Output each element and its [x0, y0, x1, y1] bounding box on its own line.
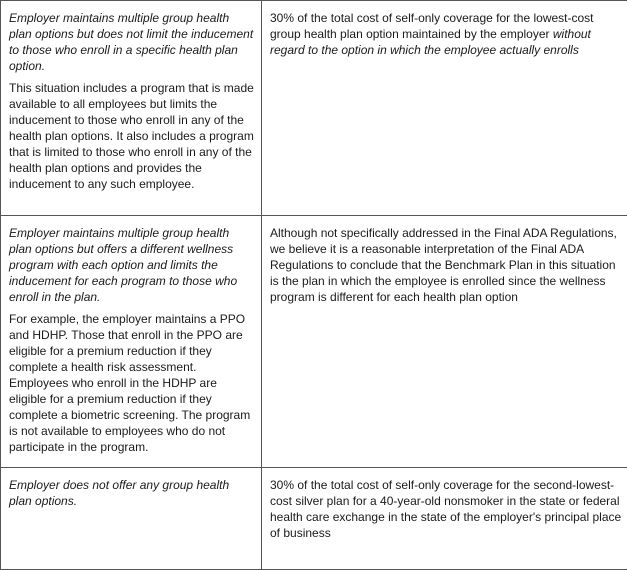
scenario-condition: Employer maintains multiple group health plan options but offers a different wellness program with each option and limits the inducement for each program to those who enroll in the plan. [9, 225, 255, 305]
benchmark-plain-text: 30% of the total cost of self-only coverage for the lowest-cost group health plan option maintained by the employer [270, 11, 594, 41]
benchmark-text: 30% of the total cost of self-only coverage for the second-lowest-cost silver plan for a 40-year-old nonsmoker in the state or federal health care exchange in the state of the employer's principal place of business [270, 477, 627, 541]
scenario-cell [1, 468, 262, 570]
table-row [1, 1, 627, 216]
benchmark-cell [262, 216, 627, 468]
scenario-condition: Employer maintains multiple group health plan options but does not limit the inducement to those who enroll in a specific health plan option. [9, 10, 255, 74]
benchmark-italic-text: without regard to the option in which the employee actually enrolls [270, 27, 591, 57]
scenario-condition: Employer does not offer any group health plan options. [9, 477, 255, 509]
benchmark-text: Although not specifically addressed in the Final ADA Regulations, we believe it is a reasonable interpretation of the Final ADA Regulations to conclude that the Benchmark Plan in this situation is the plan in which the employee is enrolled since the wellness program is different for each health plan option [270, 225, 627, 305]
scenario-cell [1, 1, 262, 216]
scenario-cell [1, 216, 262, 468]
scenario-detail: For example, the employer maintains a PPO and HDHP. Those that enroll in the PPO are eligible for a premium reduction if they complete a health risk assessment. Employees who enroll in the HDHP are eligible for a premium reduction if they complete a biometric screening. The program is not available to employees who do not participate in the program. [9, 311, 255, 455]
benchmark-cell [262, 468, 627, 570]
scenario-detail: This situation includes a program that is made available to all employees but limits the inducement to those who enroll in any of the health plan options. It also includes a program that is limited to those who enroll in any of the health plan options and provides the inducement to any such employee. [9, 80, 255, 192]
benchmark-text [270, 10, 627, 58]
benchmark-cell [262, 1, 627, 216]
table-row [1, 216, 627, 468]
table-row [1, 468, 627, 570]
